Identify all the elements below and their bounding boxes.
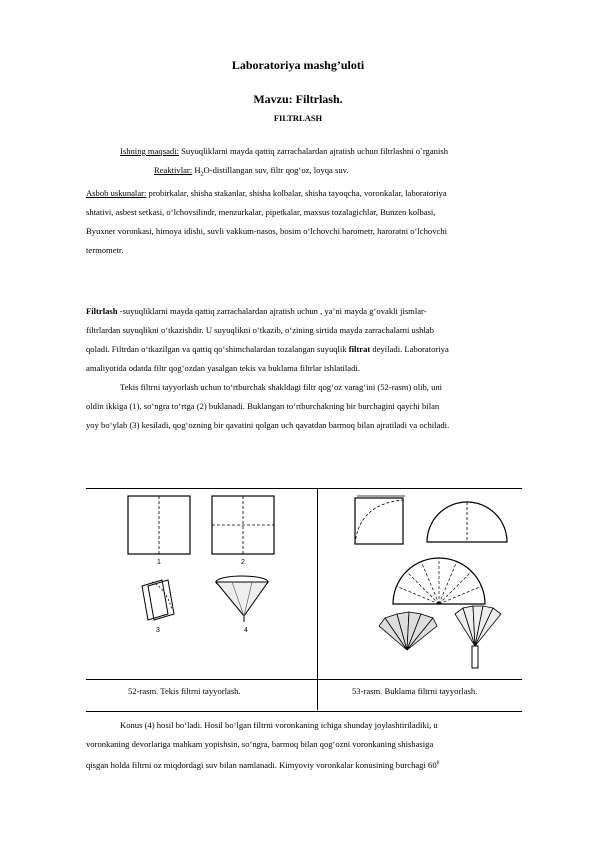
equipment-label: Asbob uskunalar: — [86, 188, 147, 198]
filtration-paragraph — [86, 302, 522, 378]
cone-paragraph — [86, 716, 522, 775]
paragraph-row: -suyuqliklarni mayda qattiq zarrachalardan ajratish uchun , ya’ni mayda g‘ovakli jismlar- — [117, 306, 427, 316]
paragraph-row: oldin ikkiga (1), so‘ngra to‘rtga (2) buklanadi. Buklangan to‘rtburchakning bir burchagini qaychi bilan — [86, 401, 440, 411]
step-number-1: 1 — [157, 559, 161, 566]
equipment-row: probirkalar, shisha stakanlar, shisha kolbalar, shisha tayoqcha, voronkalar, laboratoriya — [146, 188, 447, 198]
paragraph-row: Tekis filtrni tayyorlash uchun to‘rtburchak shakldagi filtr qog‘oz varag‘ini (52-rasm) olib, uni — [120, 382, 443, 392]
paragraph-row: qisgan holda filtrni oz miqdordagi suv bilan namlanadi. Kimyoviy voronkalar konusining burchagi 60 — [86, 759, 437, 770]
equipment-row: termometr. — [86, 245, 124, 255]
equipment-row: Byuxner voronkasi, himoya idishi, suvli vakkum-nasos, bosim o‘lchovchi barometr, haroratni o‘lchovchi — [86, 226, 448, 236]
paragraph-row: deyiladi. Laboratoriya — [370, 344, 449, 354]
figure-52-caption: 52-rasm. Tekis filtrni tayyorlash. — [128, 686, 241, 696]
reagents-label: Reaktivlar: — [154, 165, 193, 175]
goal-line — [120, 146, 448, 156]
filtration-term: Filtrlash — [86, 306, 118, 316]
step-number-4: 4 — [244, 627, 248, 634]
paragraph-row: voronkaning devorlariga mahkam yopishsin, so‘ngra, barmoq bilan qog‘ozni voronkaning shishasiga — [86, 739, 434, 749]
section-subtitle: FILTRLASH — [273, 113, 323, 123]
step-number-3: 3 — [156, 627, 160, 634]
paragraph-row: amaliyotida odatda filtr qog‘ozdan yasalgan tekis va buklama filtrlar ishlatiladi. — [86, 363, 360, 373]
fluted-filter-illustration — [345, 490, 515, 675]
paragraph-row: Konus (4) hosil bo‘ladi. Hosil bo‘lgan filtrni voronkaning ichiga shunday joylashtiriladiki, u — [120, 720, 438, 730]
paragraph-row: filtrlardan suyuqlikni o‘tkazishdir. U suyuqlikni o‘tkazib, o‘zining sirtida mayda zarrachalarni ushlab — [86, 325, 434, 335]
flat-filter-illustration — [122, 490, 282, 635]
degree-superscript: 0 — [436, 760, 440, 766]
figure-53-caption: 53-rasm. Buklama filtrni tayyorlash. — [352, 686, 478, 696]
paragraph-row: qoladi. Filtrdan o‘tkazilgan va qattiq qo‘shimchalardan tozalangan suyuqlik — [86, 344, 349, 354]
paper-square-1 — [128, 496, 190, 554]
flat-filter-paragraph — [86, 378, 522, 435]
paragraph-row: yoy bo‘ylab (3) kesiladi, qog‘ozning bir qavatini qolgan uch qavatdan barmoq bilan ajratiladi va ochiladi. — [86, 420, 450, 430]
reagents-text-before: H — [192, 165, 201, 175]
goal-text: Suyuqliklarni mayda qattiq zarrachalardan ajratish uchun filtrlashni o`rganish — [178, 146, 448, 156]
goal-label: Ishning maqsadi: — [120, 146, 179, 156]
page-title: Laboratoriya mashg’uloti — [231, 58, 365, 72]
step-number-2: 2 — [241, 559, 245, 566]
filtrat-term: filtrat — [348, 344, 371, 354]
figure-table-divider — [317, 488, 318, 710]
reagents-subscript: 2 — [200, 171, 204, 178]
topic-heading: Mavzu: Filtrlash. — [253, 92, 343, 106]
equipment-paragraph — [86, 184, 522, 260]
figure-table-caption-rule — [86, 679, 522, 680]
reagents-line — [154, 165, 349, 178]
reagents-text-after: O-distillangan suv, filtr qog‘oz, loyqa suv. — [203, 165, 349, 175]
equipment-row: shtativi, asbest setkasi, o‘lchovsilindr, menzurkalar, pipetkalar, maxsus tozalagichlar, Bunzen kolbasi, — [86, 207, 436, 217]
